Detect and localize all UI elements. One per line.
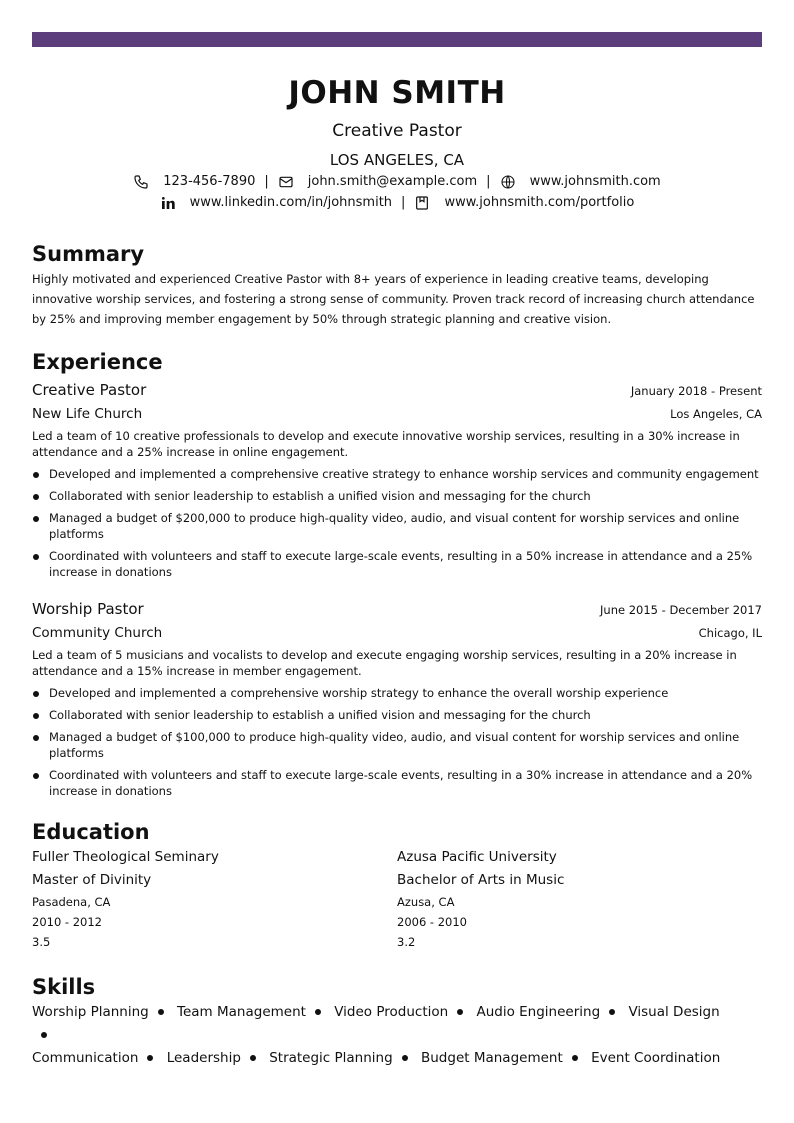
education-entry bbox=[32, 846, 397, 952]
education-entry bbox=[397, 846, 762, 952]
edu-gpa: 3.5 bbox=[32, 935, 51, 949]
bullet-dot-icon bbox=[33, 773, 39, 779]
mail-icon bbox=[278, 174, 294, 190]
bullet-dot-icon bbox=[33, 713, 39, 719]
bullet-dot-icon bbox=[33, 494, 39, 500]
skill-item: Budget Management bbox=[420, 1050, 563, 1066]
resume-page bbox=[32, 32, 762, 1070]
skill-dot-icon bbox=[158, 1009, 164, 1015]
list-item bbox=[32, 685, 762, 701]
skill-item: Audio Engineering bbox=[476, 1004, 601, 1020]
bullet-text: Coordinated with volunteers and staff to execute large-scale events, resulting in a 50% increase in attendance and a 25% increase in donations bbox=[49, 549, 753, 579]
contact-line-2 bbox=[32, 194, 762, 212]
bullet-text: Managed a budget of $200,000 to produce high-quality video, audio, and visual content for worship services and online platforms bbox=[49, 511, 740, 541]
skill-item: Event Coordination bbox=[591, 1050, 721, 1066]
candidate-location: LOS ANGELES, CA bbox=[329, 151, 465, 169]
job-description: Led a team of 5 musicians and vocalists to develop and execute engaging worship services, resulting in a 20% increase in attendance and a 15% increase in member engagement. bbox=[32, 648, 737, 678]
bullet-text: Coordinated with volunteers and staff to execute large-scale events, resulting in a 30% increase in attendance and a 20% increase in donations bbox=[49, 768, 753, 798]
list-item bbox=[32, 510, 762, 542]
summary-text: Highly motivated and experienced Creative Pastor with 8+ years of experience in leading creative teams, developing innovative worship services, and fostering a strong sense of community. Proven track record of increasing church attendance by 25% and improving member engagement by 50% through strategic planning and creative vision. bbox=[32, 272, 755, 326]
edu-degree: Master of Divinity bbox=[32, 872, 152, 888]
bullet-text: Managed a budget of $100,000 to produce high-quality video, audio, and visual content for worship services and online platforms bbox=[49, 730, 740, 760]
phone-number[interactable]: 123-456-7890 bbox=[163, 174, 256, 189]
skill-dot-icon bbox=[572, 1055, 578, 1061]
edu-school: Fuller Theological Seminary bbox=[32, 849, 219, 865]
bullet-text: Collaborated with senior leadership to establish a unified vision and messaging for the church bbox=[49, 708, 591, 722]
skill-dot-icon bbox=[250, 1055, 256, 1061]
skill-dot-icon bbox=[41, 1032, 47, 1038]
list-item bbox=[32, 707, 762, 723]
education-grid bbox=[32, 846, 762, 952]
skill-item: Team Management bbox=[177, 1004, 306, 1020]
skill-dot-icon bbox=[457, 1009, 463, 1015]
edu-gpa: 3.2 bbox=[397, 935, 416, 949]
job-company: Community Church bbox=[32, 625, 163, 641]
portfolio-link[interactable]: www.johnsmith.com/portfolio bbox=[444, 195, 635, 210]
job-entry bbox=[32, 375, 762, 580]
candidate-name: JOHN SMITH bbox=[288, 75, 506, 111]
bullet-dot-icon bbox=[33, 472, 39, 478]
job-dates: January 2018 - Present bbox=[630, 384, 762, 398]
skill-dot-icon bbox=[402, 1055, 408, 1061]
edu-location: Azusa, CA bbox=[397, 895, 455, 909]
linkedin-icon bbox=[160, 195, 176, 211]
contact-separator: | bbox=[401, 195, 406, 210]
job-description: Led a team of 10 creative professionals to develop and execute innovative worship services, resulting in a 30% increase in attendance and a 25% increase in online engagement. bbox=[32, 429, 740, 459]
job-title: Creative Pastor bbox=[32, 381, 147, 399]
job-location: Los Angeles, CA bbox=[670, 407, 762, 421]
contact-separator: | bbox=[486, 174, 491, 189]
skill-dot-icon bbox=[609, 1009, 615, 1015]
skill-item: Video Production bbox=[334, 1004, 449, 1020]
portfolio-icon bbox=[414, 195, 430, 211]
bullet-dot-icon bbox=[33, 735, 39, 741]
job-entry bbox=[32, 594, 762, 799]
bullet-dot-icon bbox=[33, 516, 39, 522]
contact-separator: | bbox=[264, 174, 269, 189]
list-item bbox=[32, 729, 762, 761]
list-item bbox=[32, 767, 762, 799]
contact-line-1 bbox=[32, 173, 762, 191]
bullet-dot-icon bbox=[33, 554, 39, 560]
skills-list bbox=[32, 1001, 732, 1070]
edu-school: Azusa Pacific University bbox=[397, 849, 557, 865]
list-item bbox=[32, 548, 762, 580]
bullet-text: Developed and implemented a comprehensive creative strategy to enhance worship services and community engagement bbox=[49, 467, 759, 481]
bullet-dot-icon bbox=[33, 691, 39, 697]
skill-item: Visual Design bbox=[628, 1004, 720, 1020]
globe-icon bbox=[500, 174, 516, 190]
job-bullets bbox=[32, 685, 762, 799]
skills-heading: Skills bbox=[32, 975, 96, 999]
bullet-text: Developed and implemented a comprehensive worship strategy to enhance the overall worship experience bbox=[49, 686, 669, 700]
skill-item: Communication bbox=[32, 1050, 139, 1066]
job-dates: June 2015 - December 2017 bbox=[600, 603, 762, 617]
skill-dot-icon bbox=[315, 1009, 321, 1015]
skill-dot-icon bbox=[147, 1055, 153, 1061]
summary-heading: Summary bbox=[32, 242, 145, 266]
job-location: Chicago, IL bbox=[698, 626, 762, 640]
job-bullets bbox=[32, 466, 762, 580]
list-item bbox=[32, 466, 762, 482]
phone-icon bbox=[133, 174, 149, 190]
list-item bbox=[32, 488, 762, 504]
linkedin-link[interactable]: www.linkedin.com/in/johnsmith bbox=[189, 195, 393, 210]
edu-dates: 2006 - 2010 bbox=[397, 915, 467, 929]
experience-heading: Experience bbox=[32, 350, 163, 374]
website-link[interactable]: www.johnsmith.com bbox=[529, 174, 661, 189]
skill-item: Worship Planning bbox=[32, 1004, 149, 1020]
job-company: New Life Church bbox=[32, 406, 143, 422]
email-address[interactable]: john.smith@example.com bbox=[307, 174, 478, 189]
skill-item: Leadership bbox=[166, 1050, 241, 1066]
education-heading: Education bbox=[32, 820, 150, 844]
skill-item: Strategic Planning bbox=[269, 1050, 393, 1066]
accent-bar bbox=[32, 32, 762, 47]
bullet-text: Collaborated with senior leadership to establish a unified vision and messaging for the church bbox=[49, 489, 591, 503]
edu-location: Pasadena, CA bbox=[32, 895, 111, 909]
edu-dates: 2010 - 2012 bbox=[32, 915, 102, 929]
edu-degree: Bachelor of Arts in Music bbox=[397, 872, 565, 888]
job-title: Worship Pastor bbox=[32, 600, 144, 618]
candidate-role: Creative Pastor bbox=[332, 121, 462, 141]
